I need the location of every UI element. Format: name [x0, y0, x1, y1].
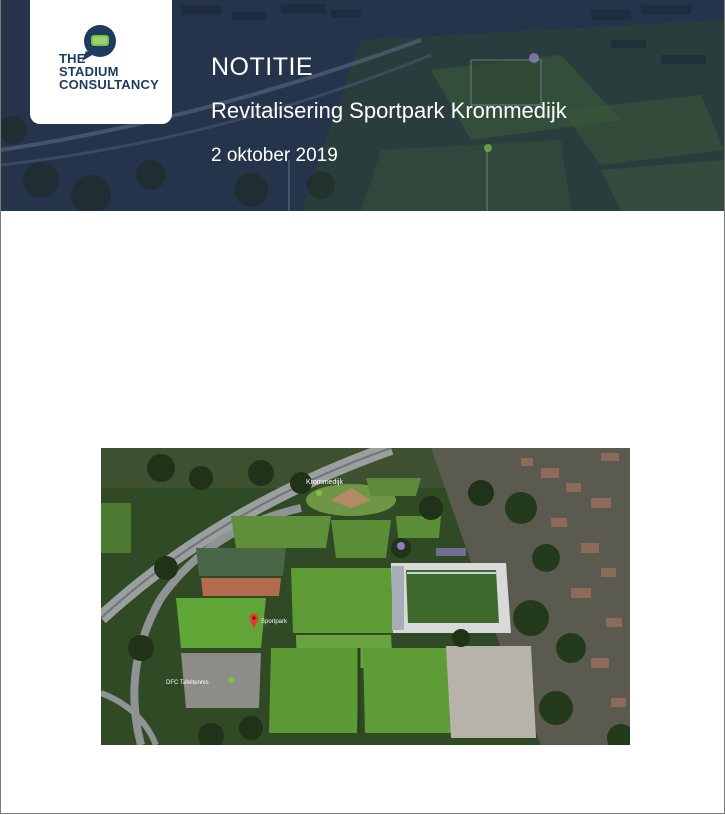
logo-wordmark [59, 52, 181, 91]
header-banner [1, 0, 724, 211]
logo-line-1: THE [59, 51, 86, 66]
logo-badge [30, 0, 172, 124]
label-krommedijk: Krommedijk [306, 479, 343, 486]
aerial-photo-illustration [101, 448, 630, 745]
logo-line-2: STADIUM [59, 64, 119, 79]
logo-line-3: CONSULTANCY [59, 77, 159, 92]
document-type: NOTITIE [211, 53, 314, 81]
label-club: DFC Tafeltennis [166, 680, 209, 686]
document-subject: Revitalisering Sportpark Krommedijk [211, 98, 567, 123]
document-date: 2 oktober 2019 [211, 145, 338, 166]
label-venue: Sportpark [261, 619, 288, 625]
aerial-photo [101, 448, 630, 745]
